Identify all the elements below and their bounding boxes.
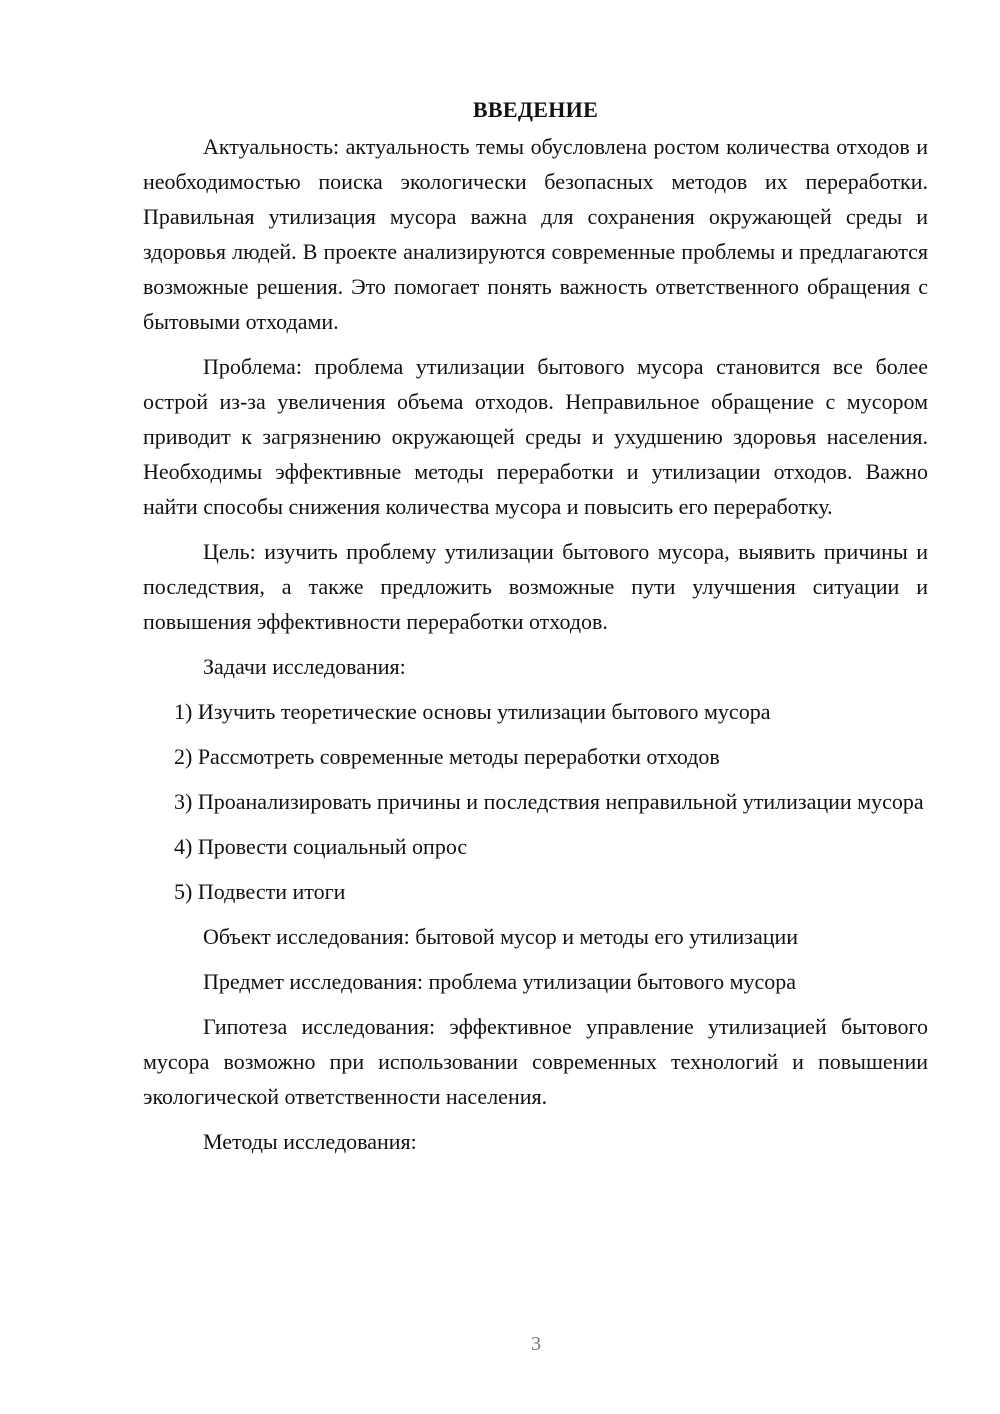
- task-item: 4) Провести социальный опрос: [174, 834, 468, 859]
- goal-paragraph: Цель: изучить проблему утилизации бытового мусора, выявить причины и последствия, а также предложить возможные пути улучшения ситуации и повышения эффективности переработки отходов.: [143, 539, 928, 634]
- methods-heading: Методы исследования:: [203, 1129, 417, 1154]
- problem-paragraph: Проблема: проблема утилизации бытового мусора становится все более острой из-за увеличения объема отходов. Неправильное обращение с мусором приводит к загрязнению окружающей среды и ухудшению здоровья населения. Необходимы эффективные методы переработки и утилизации отходов. Важно найти способы снижения количества мусора и повысить его переработку.: [143, 354, 928, 519]
- task-item: 1) Изучить теоретические основы утилизации бытового мусора: [174, 699, 771, 724]
- object-paragraph: Объект исследования: бытовой мусор и методы его утилизации: [203, 924, 799, 949]
- tasks-list: [143, 694, 928, 909]
- hypothesis-paragraph: Гипотеза исследования: эффективное управление утилизацией бытового мусора возможно при использовании современных технологий и повышении экологической ответственности населения.: [143, 1014, 928, 1109]
- relevance-paragraph: Актуальность: актуальность темы обусловлена ростом количества отходов и необходимостью поиска экологически безопасных методов их переработки. Правильная утилизация мусора важна для сохранения окружающей среды и здоровья людей. В проекте анализируются современные проблемы и предлагаются возможные решения. Это помогает понять важность ответственного обращения с бытовыми отходами.: [143, 134, 928, 334]
- task-item: 5) Подвести итоги: [174, 879, 346, 904]
- tasks-heading: Задачи исследования:: [203, 654, 406, 679]
- page-number: 3: [531, 1333, 541, 1355]
- task-item: 3) Проанализировать причины и последствия неправильной утилизации мусора: [174, 789, 924, 814]
- task-item: 2) Рассмотреть современные методы переработки отходов: [174, 744, 720, 769]
- page-title: ВВЕДЕНИЕ: [472, 97, 599, 122]
- document-page: [143, 93, 928, 1159]
- subject-paragraph: Предмет исследования: проблема утилизации бытового мусора: [203, 969, 797, 994]
